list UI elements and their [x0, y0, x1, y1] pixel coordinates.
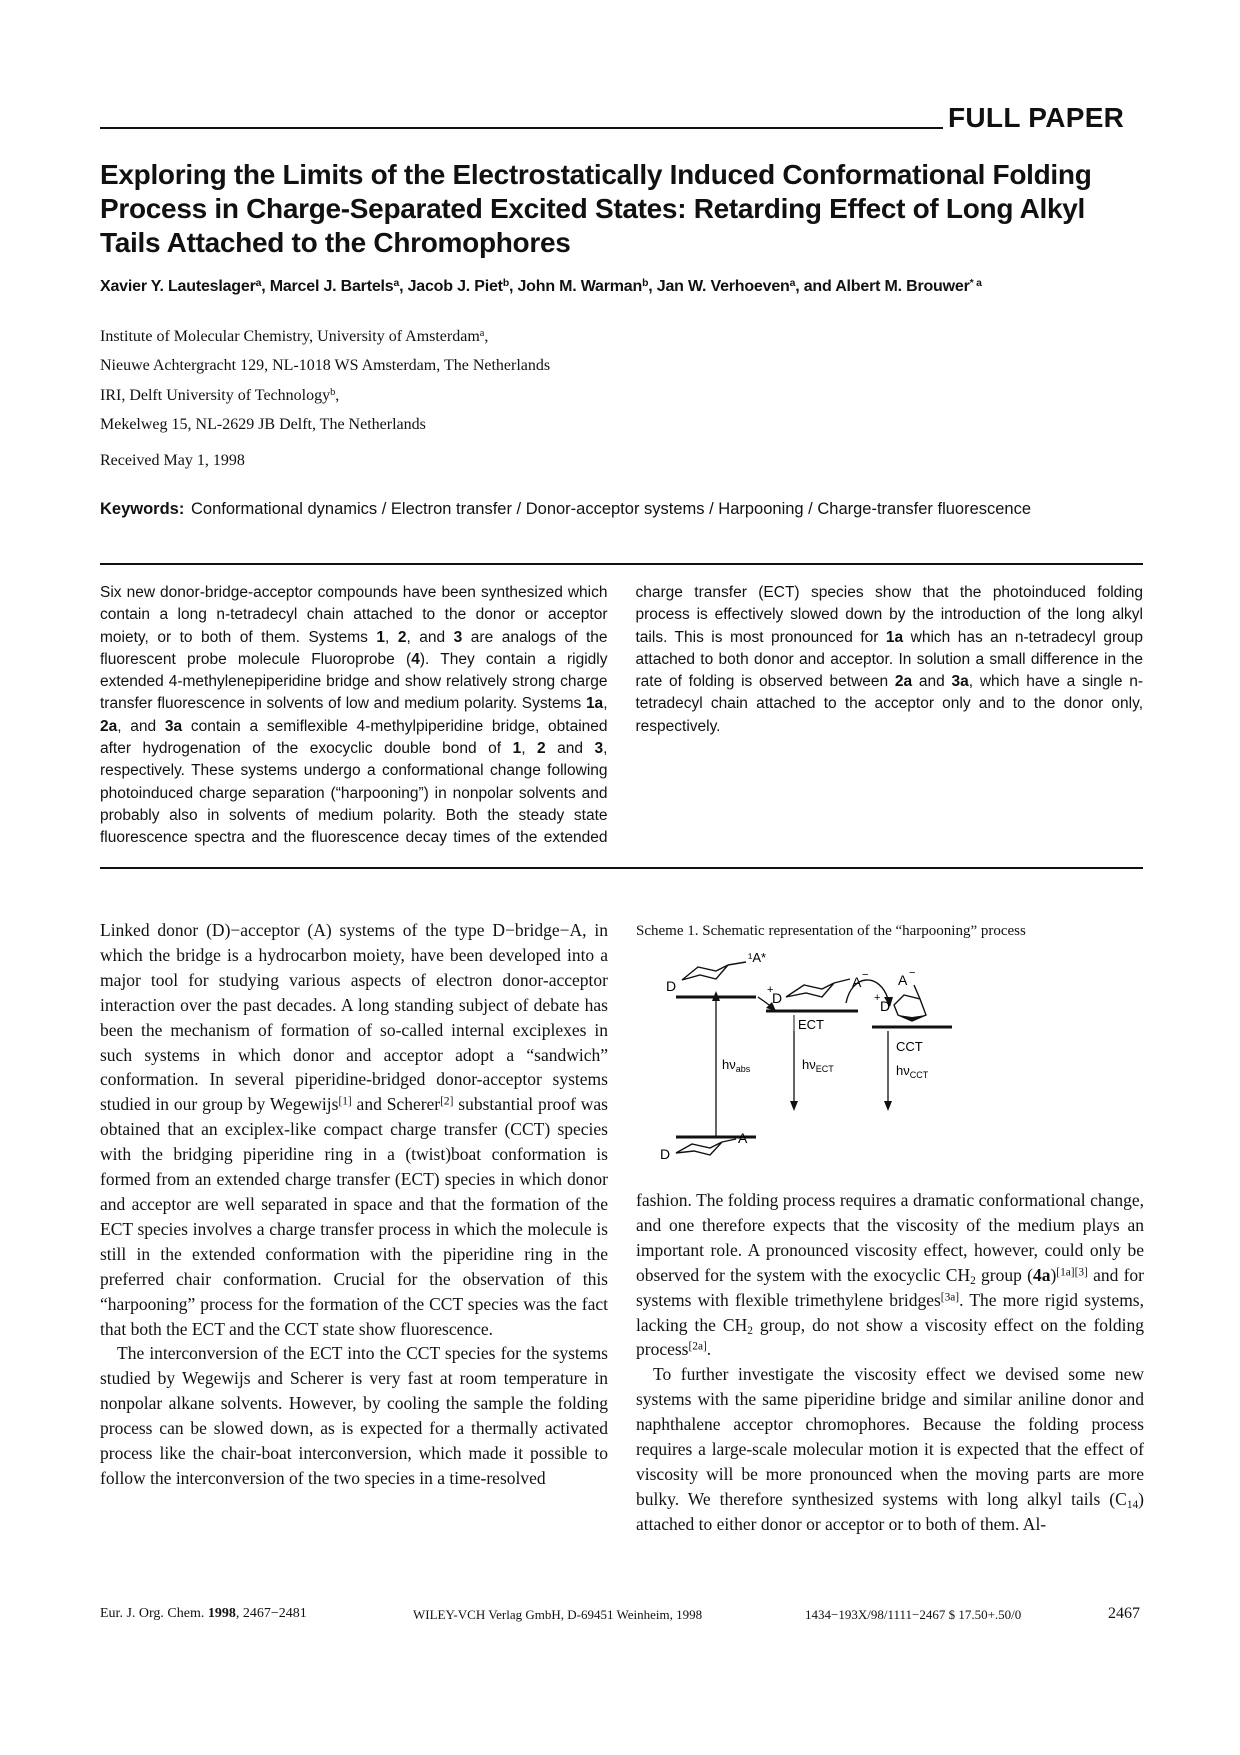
- text-run: The interconversion of the ECT into the CCT species for the systems studied by Wegewijs and Scherer is very fast at room temperature in nonpolar alkane solvents. However, by cooling the sample the folding process can be slowed down, as is expected for a thermally activated process like the chair-boat interconversion, which made it possible to follow the interconversion of the two species in a time-resolved: [100, 1343, 608, 1488]
- label-hv-abs: $h\nu_{abs}$: [722, 1057, 751, 1074]
- received-date: Received May 1, 1998: [100, 452, 245, 469]
- label-plus-ect: +: [767, 984, 774, 996]
- subscript: 14: [1126, 1498, 1139, 1511]
- text-run: Linked donor (D)−acceptor (A) systems of the type D−bridge−A, in which the bridge is a hydrocarbon moiety, have been developed into a major tool for studying various aspects of electron donor-acceptor interaction over the past decades. A long standing subject of debate has been the mechanism of formation of so-called internal exciplexes in such systems in which donor and acceptor adopt a “sandwich” conformation. In several piperidine-bridged donor-acceptor systems studied in our group by Wegewijs: [100, 920, 608, 1115]
- author-name: Albert M. Brouwer: [835, 278, 970, 295]
- label-ect: ECT: [798, 1017, 824, 1032]
- author-name: Xavier Y. Lauteslager: [100, 278, 256, 295]
- text-run: ). They contain a rigidly extended 4-methylenepiperidine bridge and show relatively strong charge transfer fluorescence in solvents of low and medium polarity. Systems: [100, 650, 608, 713]
- affiliation-delft: IRI, Delft University of Technology$^b$, Mekelweg 15, NL-2629 JB Delft, The Netherlands: [100, 381, 426, 439]
- author-separator: ,: [648, 278, 657, 295]
- compound-number: 2a: [100, 717, 118, 735]
- keywords-label: Keywords:: [100, 500, 185, 518]
- text-run: ,: [385, 628, 398, 646]
- compound-number: 1: [376, 628, 386, 646]
- author-affiliation-mark: * a: [969, 277, 982, 289]
- text-run: , and: [406, 628, 454, 646]
- text-run: ,: [603, 695, 608, 713]
- label-acceptor-ect: A: [852, 974, 862, 990]
- header-rule: [100, 127, 943, 129]
- label-hv-ect: $h\nu_{ECT}$: [802, 1057, 834, 1074]
- body-paragraph: [636, 1188, 1144, 1362]
- author-affiliation-mark: a: [255, 277, 262, 289]
- compound-number: 1a: [585, 695, 604, 713]
- author-affiliation-mark: a: [393, 277, 400, 289]
- citation-ref: [2]: [440, 1095, 454, 1108]
- page-number: 2467: [1108, 1605, 1140, 1622]
- article-title: Exploring the Limits of the Electrostatically Induced Conformational Folding Process in Charge-Separated Excited States: Retarding Effect of Long Alkyl Tails Attached to the Chromophores: [100, 159, 1092, 258]
- label-cct: CCT: [896, 1039, 923, 1054]
- affiliation-mark: a: [479, 327, 485, 339]
- abstract-bottom-rule: [100, 867, 1143, 869]
- text-run: and for systems with flexible trimethylene bridges: [636, 1264, 1145, 1310]
- affiliation-mark: b: [330, 386, 336, 398]
- text-run: Six new donor-bridge-acceptor compounds have been synthesized which contain a long n-tetradecyl chain attached to the donor or acceptor moiety, or to both of them. Systems: [100, 584, 608, 646]
- text-run: ) attached to either donor or acceptor or to both of them. Al-: [636, 1488, 1144, 1534]
- label-donor-ect: D: [772, 990, 783, 1006]
- author-name: Jacob J. Piet: [407, 278, 503, 295]
- text-run: and: [545, 740, 595, 758]
- subscript: 2: [747, 1324, 753, 1337]
- label-acceptor-excited: ¹A*: [748, 950, 767, 965]
- author-list: [100, 278, 1160, 296]
- compound-number: 3a: [951, 673, 969, 691]
- label-donor-ground: D: [660, 1146, 671, 1162]
- body-paragraph: [100, 918, 608, 1341]
- text-run: and: [912, 673, 952, 691]
- harpooning-scheme: [636, 945, 1146, 1165]
- text-run: group, do not show a viscosity effect on the folding process: [636, 1314, 1144, 1360]
- journal-year: 1998: [207, 1606, 236, 1621]
- text-run: are analogs of the fluorescent probe molecule Fluoroprobe (: [100, 628, 608, 668]
- text-run: group (: [975, 1264, 1033, 1285]
- compound-number: 4a: [1032, 1264, 1051, 1285]
- label-plus-cct: +: [874, 992, 881, 1004]
- label-acceptor-ground: A: [738, 1130, 748, 1146]
- journal-name: Eur. J. Org. Chem.: [100, 1606, 208, 1621]
- author-affiliation-mark: b: [642, 277, 649, 289]
- compound-number: 3a: [164, 717, 183, 735]
- label-minus-ect: −: [862, 969, 869, 981]
- abstract-top-rule: [100, 563, 1143, 565]
- affiliation-address: Nieuwe Achtergracht 129, NL-1018 WS Amsterdam, The Netherlands: [100, 357, 551, 374]
- compound-number: 2: [397, 628, 407, 646]
- text-run: contain a semiflexible 4-methylpiperidine bridge, obtained after hydrogenation of the exocyclic double bond of: [100, 717, 608, 758]
- text-run: , respectively. These systems undergo a conformational change following photoinduced charge separation (“harpooning”) in nonpolar solvents and probably also in solvents of medium polarity. Both the steady state fluorescence spectra and the fluorescence decay times of the extended charge transfer (ECT) species show that the photoinduced folding process is effectively slowed down by the introduction of the long alkyl tails. This is most pronounced for: [100, 584, 1143, 847]
- author-affiliation-mark: a: [789, 277, 796, 289]
- label-hv-cct: $h\nu_{CCT}$: [896, 1063, 929, 1080]
- label-donor-excited: D: [666, 978, 677, 994]
- abstract: [100, 582, 1143, 852]
- compound-number: 4: [411, 650, 420, 668]
- author-separator: ,: [508, 278, 518, 295]
- label-donor-cct: D: [880, 998, 891, 1014]
- author-separator: ,: [261, 278, 270, 295]
- arrow-ect-emission-head: [790, 1101, 798, 1111]
- compound-number: 3: [453, 628, 463, 646]
- text-run: which has an n-tetradecyl group attached to both donor and acceptor. In solution a small difference in the rate of folding is observed between: [635, 628, 1143, 691]
- body-left-column: [100, 918, 608, 1491]
- arrow-cct-emission-head: [884, 1101, 892, 1111]
- journal-pages: , 2467−2481: [235, 1606, 307, 1621]
- affiliation-amsterdam: Institute of Molecular Chemistry, University of Amsterdam$^a$, Nieuwe Achtergracht 129, NL-1018 WS Amsterdam, The Netherlands: [100, 322, 550, 380]
- citation-ref: [1a][3]: [1056, 1266, 1088, 1279]
- text-run: substantial proof was obtained that an exciplex-like compact charge transfer (CCT) species with the bridging piperidine ring in a (twist)boat conformation is formed from an extended charge transfer (ECT) species in which donor and acceptor are well separated in space and that the formation of the ECT species involves a charge transfer process in which the molecule is still in the extended conformation with the piperidine ring in the preferred chair conformation. Crucial for the observation of this “harpooning” process for the formation of the CCT species was the fact that both the ECT and the CCT state show fluorescence.: [100, 1094, 608, 1339]
- keywords-text: Conformational dynamics / Electron transfer / Donor-acceptor systems / Harpooning / Charge-transfer fluorescence: [191, 500, 1032, 518]
- author-separator: ,: [399, 278, 408, 295]
- affiliation-address: Mekelweg 15, NL-2629 JB Delft, The Netherlands: [100, 416, 426, 433]
- author-affiliation-mark: b: [502, 277, 509, 289]
- scheme-caption: Scheme 1. Schematic representation of the “harpooning” process: [636, 923, 1026, 939]
- compound-number: 3: [594, 740, 604, 758]
- cct-molecule: [894, 985, 926, 1021]
- text-run: , and: [117, 717, 165, 735]
- text-run: ): [1050, 1264, 1057, 1285]
- citation-ref: [3a]: [940, 1290, 960, 1303]
- excited-molecule: [682, 962, 746, 980]
- cct-wedge: [898, 1015, 926, 1021]
- compound-number: 2: [537, 740, 546, 758]
- text-run: , which have a single n-tetradecyl chain attached to the acceptor only and to the donor only, respectively.: [635, 673, 1143, 735]
- affiliation-line: IRI, Delft University of Technology: [100, 387, 331, 404]
- text-run: ,: [521, 740, 538, 758]
- compound-number: 1a: [885, 628, 904, 646]
- label-acceptor-cct: A: [898, 972, 908, 988]
- label-minus-cct: −: [909, 967, 916, 979]
- author-name: Jan W. Verhoeven: [656, 278, 790, 295]
- author-name: John M. Warman: [517, 278, 643, 295]
- text-run: and Scherer: [351, 1094, 441, 1115]
- footer-journal: [100, 1606, 307, 1622]
- subscript: 2: [970, 1274, 976, 1287]
- compound-number: 2a: [894, 673, 913, 691]
- author-separator: , and: [795, 278, 836, 295]
- section-label: FULL PAPER: [948, 102, 1125, 133]
- author-name: Marcel J. Bartels: [269, 278, 394, 295]
- text-run: .: [706, 1339, 712, 1360]
- ect-molecule: [786, 979, 850, 997]
- affiliation-line: Institute of Molecular Chemistry, University of Amsterdam: [100, 328, 480, 345]
- body-paragraph: [636, 1362, 1144, 1536]
- text-run: To further investigate the viscosity effect we devised some new systems with the same piperidine bridge and similar aniline donor and naphthalene acceptor chromophores. Because the folding process requires a large-scale molecular motion it is expected that the effect of viscosity will be more pronounced when the moving parts are more bulky. We therefore synthesized systems with long alkyl tails (C: [636, 1364, 1144, 1509]
- compound-number: 1: [512, 740, 522, 758]
- ground-molecule: [676, 1139, 736, 1155]
- citation-ref: [2a]: [688, 1340, 707, 1353]
- citation-ref: [1]: [338, 1095, 352, 1108]
- text-run: fashion. The folding process requires a dramatic conformational change, and one therefore expects that the viscosity of the medium plays an important role. A pronounced viscosity effect, however, could only be observed for the system with the exocyclic CH: [636, 1190, 1144, 1285]
- body-paragraph: [100, 1341, 608, 1490]
- footer-issn: 1434−193X/98/1111−2467 $ 17.50+.50/0: [805, 1607, 1022, 1622]
- body-right-column: [636, 1188, 1144, 1537]
- text-run: . The more rigid systems, lacking the CH: [636, 1289, 1144, 1335]
- footer-publisher: WILEY-VCH Verlag GmbH, D-69451 Weinheim, 1998: [413, 1607, 703, 1622]
